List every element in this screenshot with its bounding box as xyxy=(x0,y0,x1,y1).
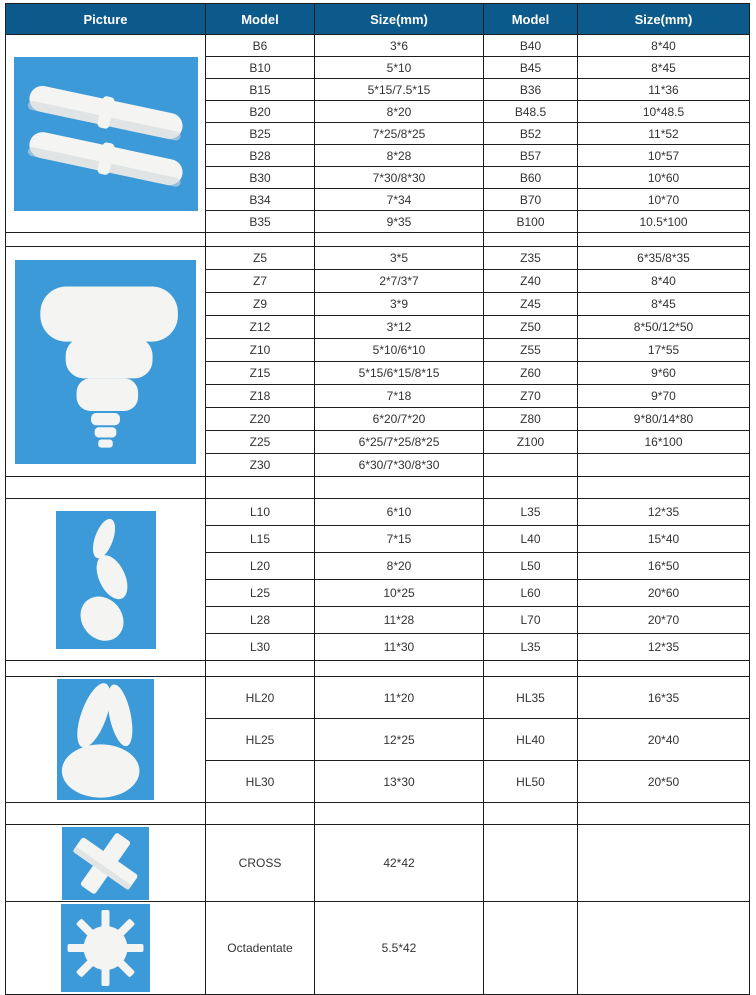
size-cell: 8*20 xyxy=(315,553,484,580)
size-cell: 42*42 xyxy=(315,825,484,902)
size-cell: 10*57 xyxy=(578,145,750,167)
size-cell: 5*15/6*15/8*15 xyxy=(315,362,484,385)
model-cell: B10 xyxy=(206,57,315,79)
size-cell: 7*30/8*30 xyxy=(315,167,484,189)
model-cell: B15 xyxy=(206,79,315,101)
size-cell: 3*9 xyxy=(315,293,484,316)
spacer-cell xyxy=(206,661,315,677)
size-cell: 10.5*100 xyxy=(578,211,750,233)
size-cell: 11*36 xyxy=(578,79,750,101)
stir-bar-cross-photo xyxy=(62,827,149,900)
header-model: Model xyxy=(206,4,315,35)
size-cell: 5.5*42 xyxy=(315,902,484,995)
header-row xyxy=(6,4,750,35)
spacer-cell xyxy=(6,803,206,825)
spacer-cell xyxy=(578,803,750,825)
model-cell: B36 xyxy=(484,79,578,101)
model-cell: Z30 xyxy=(206,454,315,477)
spacer-cell xyxy=(484,661,578,677)
size-cell: 20*40 xyxy=(578,719,750,761)
spacer-row xyxy=(6,803,750,825)
size-cell: 8*28 xyxy=(315,145,484,167)
model-cell: B45 xyxy=(484,57,578,79)
model-cell xyxy=(484,825,578,902)
model-cell: B70 xyxy=(484,189,578,211)
size-cell: 3*5 xyxy=(315,247,484,270)
model-cell: L50 xyxy=(484,553,578,580)
spacer-cell xyxy=(315,477,484,499)
model-cell: Z25 xyxy=(206,431,315,454)
size-cell: 8*50/12*50 xyxy=(578,316,750,339)
model-cell: B34 xyxy=(206,189,315,211)
header-picture: Picture xyxy=(6,4,206,35)
model-cell: L60 xyxy=(484,580,578,607)
size-cell: 13*30 xyxy=(315,761,484,803)
model-cell: B30 xyxy=(206,167,315,189)
stir-bar-hl-photo xyxy=(57,679,154,800)
model-cell: B48.5 xyxy=(484,101,578,123)
size-cell xyxy=(578,454,750,477)
size-cell: 6*10 xyxy=(315,499,484,526)
spacer-cell xyxy=(315,233,484,247)
model-cell: HL30 xyxy=(206,761,315,803)
size-cell: 6*35/8*35 xyxy=(578,247,750,270)
spacer-cell xyxy=(6,477,206,499)
model-cell: HL20 xyxy=(206,677,315,719)
model-cell: B100 xyxy=(484,211,578,233)
model-cell: Z70 xyxy=(484,385,578,408)
model-cell: B35 xyxy=(206,211,315,233)
spacer-cell xyxy=(6,661,206,677)
size-cell: 5*10/6*10 xyxy=(315,339,484,362)
model-cell: Z55 xyxy=(484,339,578,362)
size-cell: 10*70 xyxy=(578,189,750,211)
model-cell xyxy=(484,902,578,995)
model-cell: Z40 xyxy=(484,270,578,293)
size-cell: 20*70 xyxy=(578,607,750,634)
model-cell: L40 xyxy=(484,526,578,553)
size-cell: 3*12 xyxy=(315,316,484,339)
model-cell: HL40 xyxy=(484,719,578,761)
spacer-cell xyxy=(484,477,578,499)
size-cell: 8*20 xyxy=(315,101,484,123)
model-cell: Z12 xyxy=(206,316,315,339)
table-row xyxy=(6,499,750,526)
model-cell: B40 xyxy=(484,35,578,57)
stir-bar-octadentate-photo xyxy=(61,904,150,992)
spacer-cell xyxy=(578,233,750,247)
spacer-row xyxy=(6,477,750,499)
size-cell: 6*30/7*30/8*30 xyxy=(315,454,484,477)
size-cell: 11*52 xyxy=(578,123,750,145)
picture-cell xyxy=(6,825,206,902)
picture-cell xyxy=(6,35,206,233)
picture-cell xyxy=(6,677,206,803)
size-cell: 20*60 xyxy=(578,580,750,607)
model-cell: L20 xyxy=(206,553,315,580)
model-cell: B28 xyxy=(206,145,315,167)
table-row xyxy=(6,247,750,270)
table-body xyxy=(6,35,750,995)
picture-cell xyxy=(6,247,206,477)
model-cell: L15 xyxy=(206,526,315,553)
picture-cell xyxy=(6,499,206,661)
size-cell: 7*18 xyxy=(315,385,484,408)
size-cell: 20*50 xyxy=(578,761,750,803)
size-cell: 11*30 xyxy=(315,634,484,661)
size-cell: 12*35 xyxy=(578,499,750,526)
model-cell: B60 xyxy=(484,167,578,189)
model-cell: Z35 xyxy=(484,247,578,270)
size-cell: 16*35 xyxy=(578,677,750,719)
header-model: Model xyxy=(484,4,578,35)
size-cell: 8*45 xyxy=(578,57,750,79)
size-cell: 9*80/14*80 xyxy=(578,408,750,431)
spacer-cell xyxy=(315,803,484,825)
stir-bar-b-photo xyxy=(14,57,198,211)
size-cell: 8*40 xyxy=(578,35,750,57)
size-cell: 16*50 xyxy=(578,553,750,580)
size-cell: 5*15/7.5*15 xyxy=(315,79,484,101)
size-cell: 17*55 xyxy=(578,339,750,362)
model-cell: HL25 xyxy=(206,719,315,761)
size-cell: 10*60 xyxy=(578,167,750,189)
spacer-row xyxy=(6,661,750,677)
size-cell: 8*40 xyxy=(578,270,750,293)
picture-cell xyxy=(6,902,206,995)
spacer-cell xyxy=(206,803,315,825)
model-cell: Z15 xyxy=(206,362,315,385)
table-row xyxy=(6,677,750,719)
spacer-cell xyxy=(206,233,315,247)
model-cell: L70 xyxy=(484,607,578,634)
model-cell: B25 xyxy=(206,123,315,145)
spacer-row xyxy=(6,233,750,247)
model-cell: Z45 xyxy=(484,293,578,316)
size-cell: 2*7/3*7 xyxy=(315,270,484,293)
stir-bar-l-photo xyxy=(56,511,156,649)
model-cell xyxy=(484,454,578,477)
spacer-cell xyxy=(578,477,750,499)
model-cell: Z100 xyxy=(484,431,578,454)
model-cell: B20 xyxy=(206,101,315,123)
size-cell: 7*25/8*25 xyxy=(315,123,484,145)
model-cell: L30 xyxy=(206,634,315,661)
size-cell: 10*25 xyxy=(315,580,484,607)
size-cell: 10*48.5 xyxy=(578,101,750,123)
spacer-cell xyxy=(206,477,315,499)
size-cell: 9*60 xyxy=(578,362,750,385)
model-cell: Z50 xyxy=(484,316,578,339)
size-cell: 5*10 xyxy=(315,57,484,79)
model-cell: B6 xyxy=(206,35,315,57)
spacer-cell xyxy=(484,803,578,825)
model-cell: HL35 xyxy=(484,677,578,719)
model-cell: L28 xyxy=(206,607,315,634)
stir-bar-z-photo xyxy=(15,260,196,464)
spacer-cell xyxy=(315,661,484,677)
model-cell: L35 xyxy=(484,634,578,661)
model-cell: CROSS xyxy=(206,825,315,902)
size-cell: 7*15 xyxy=(315,526,484,553)
model-cell: Z20 xyxy=(206,408,315,431)
size-cell: 9*70 xyxy=(578,385,750,408)
model-cell: L25 xyxy=(206,580,315,607)
model-cell: Z60 xyxy=(484,362,578,385)
size-cell xyxy=(578,825,750,902)
model-cell: B57 xyxy=(484,145,578,167)
model-cell: Z18 xyxy=(206,385,315,408)
model-cell: Z80 xyxy=(484,408,578,431)
model-cell: L35 xyxy=(484,499,578,526)
size-cell: 12*35 xyxy=(578,634,750,661)
size-cell: 6*25/7*25/8*25 xyxy=(315,431,484,454)
size-cell: 11*20 xyxy=(315,677,484,719)
size-cell: 15*40 xyxy=(578,526,750,553)
size-cell: 16*100 xyxy=(578,431,750,454)
model-cell: L10 xyxy=(206,499,315,526)
model-cell: HL50 xyxy=(484,761,578,803)
model-cell: Octadentate xyxy=(206,902,315,995)
spacer-cell xyxy=(578,661,750,677)
model-cell: Z9 xyxy=(206,293,315,316)
model-cell: Z5 xyxy=(206,247,315,270)
size-cell: 9*35 xyxy=(315,211,484,233)
size-cell: 11*28 xyxy=(315,607,484,634)
table-row xyxy=(6,902,750,995)
size-cell: 8*45 xyxy=(578,293,750,316)
spacer-cell xyxy=(6,233,206,247)
size-cell xyxy=(578,902,750,995)
header-size: Size(mm) xyxy=(578,4,750,35)
spacer-cell xyxy=(484,233,578,247)
model-cell: Z7 xyxy=(206,270,315,293)
header-size: Size(mm) xyxy=(315,4,484,35)
model-cell: Z10 xyxy=(206,339,315,362)
table-row xyxy=(6,35,750,57)
size-cell: 3*6 xyxy=(315,35,484,57)
size-cell: 7*34 xyxy=(315,189,484,211)
size-cell: 6*20/7*20 xyxy=(315,408,484,431)
size-cell: 12*25 xyxy=(315,719,484,761)
model-cell: B52 xyxy=(484,123,578,145)
spec-table xyxy=(5,3,750,995)
table-row xyxy=(6,825,750,902)
